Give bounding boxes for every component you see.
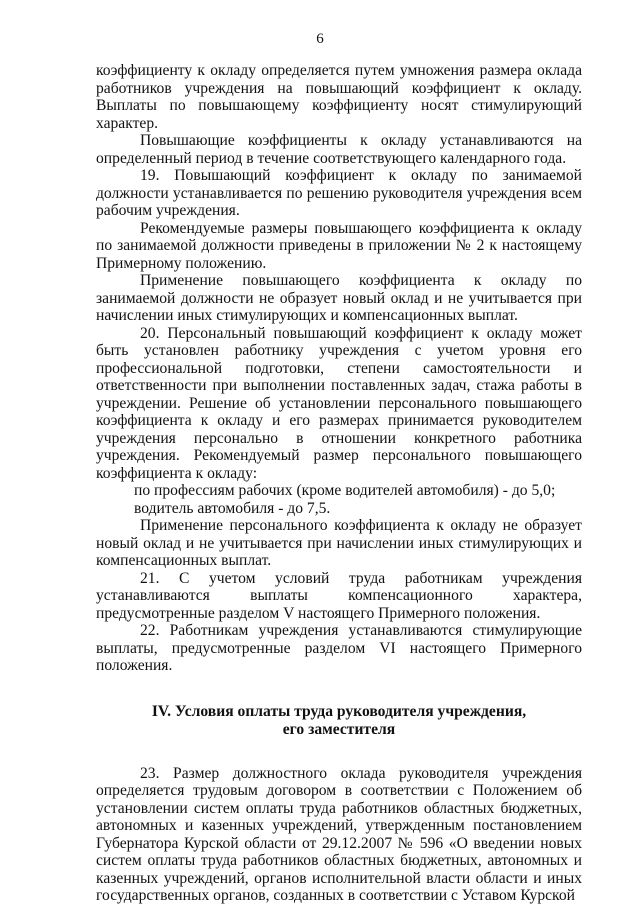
paragraph: Рекомендуемые размеры повышающего коэффициента к окладу по занимаемой должности приведены в приложении № 2 к настоящему Примерному положению. bbox=[96, 219, 582, 272]
document-body bbox=[96, 62, 582, 905]
paragraph: коэффициенту к окладу определяется путем умножения размера оклада работников учреждения на повышающий коэффициент к окладу. Выплаты по повышающему коэффициенту носят стимулирующий характер. bbox=[96, 62, 582, 132]
paragraph-clause-20: 20. Персональный повышающий коэффициент к окладу может быть установлен работнику учреждения с учетом уровня его профессиональной подготовки, степени самостоятельности и ответственности при выполнении поставленных задач, стажа работы в учреждении. Решение об установлении персонального повышающего коэффициента к окладу и его размерах принимается руководителем учреждения персонально в отношении конкретного работника учреждения. Рекомендуемый размер персонального повышающего коэффициента к окладу: bbox=[96, 324, 582, 482]
paragraph: Применение повышающего коэффициента к окладу по занимаемой должности не образует новый оклад и не учитывается при начислении иных стимулирующих и компенсационных выплат. bbox=[96, 272, 582, 324]
section-heading-line: его заместителя bbox=[282, 720, 396, 738]
paragraph: Применение персонального коэффициента к окладу не образует новый оклад и не учитывается при начислении иных стимулирующих и компенсационных выплат. bbox=[96, 517, 582, 569]
section-heading-line: IV. Условия оплаты труда руководителя учреждения, bbox=[151, 702, 527, 720]
paragraph-clause-22: 22. Работникам учреждения устанавливаются стимулирующие выплаты, предусмотренные разделом VI настоящего Примерного положения. bbox=[96, 622, 582, 674]
coefficient-item: водитель автомобиля - до 7,5. bbox=[134, 499, 331, 517]
paragraph: Повышающие коэффициенты к окладу устанавливаются на определенный период в течение соответствующего календарного года. bbox=[96, 132, 582, 167]
section-heading bbox=[96, 703, 582, 739]
coefficient-item: по профессиям рабочих (кроме водителей автомобиля) - до 5,0; bbox=[134, 482, 556, 499]
paragraph-clause-21: 21. С учетом условий труда работникам учреждения устанавливаются выплаты компенсационного характера, предусмотренные разделом V настоящего Примерного положения. bbox=[96, 569, 582, 622]
paragraph-clause-23: 23. Размер должностного оклада руководителя учреждения определяется трудовым договором в соответствии с Положением об установлении систем оплаты труда работников областных бюджетных, автономных и казенных учреждений, утвержденным постановлением Губернатора Курской области от 29.12.2007 № 596 «О введении новых систем оплаты труда работников областных бюджетных, автономных и казенных учреждений, органов исполнительной власти области и иных государственных органов, созданных в соответствии с Уставом Курской bbox=[96, 764, 582, 904]
paragraph-clause-19: 19. Повышающий коэффициент к окладу по занимаемой должности устанавливается по решению руководителя учреждения всем рабочим учреждения. bbox=[96, 167, 582, 219]
page-number: 6 bbox=[316, 31, 324, 47]
